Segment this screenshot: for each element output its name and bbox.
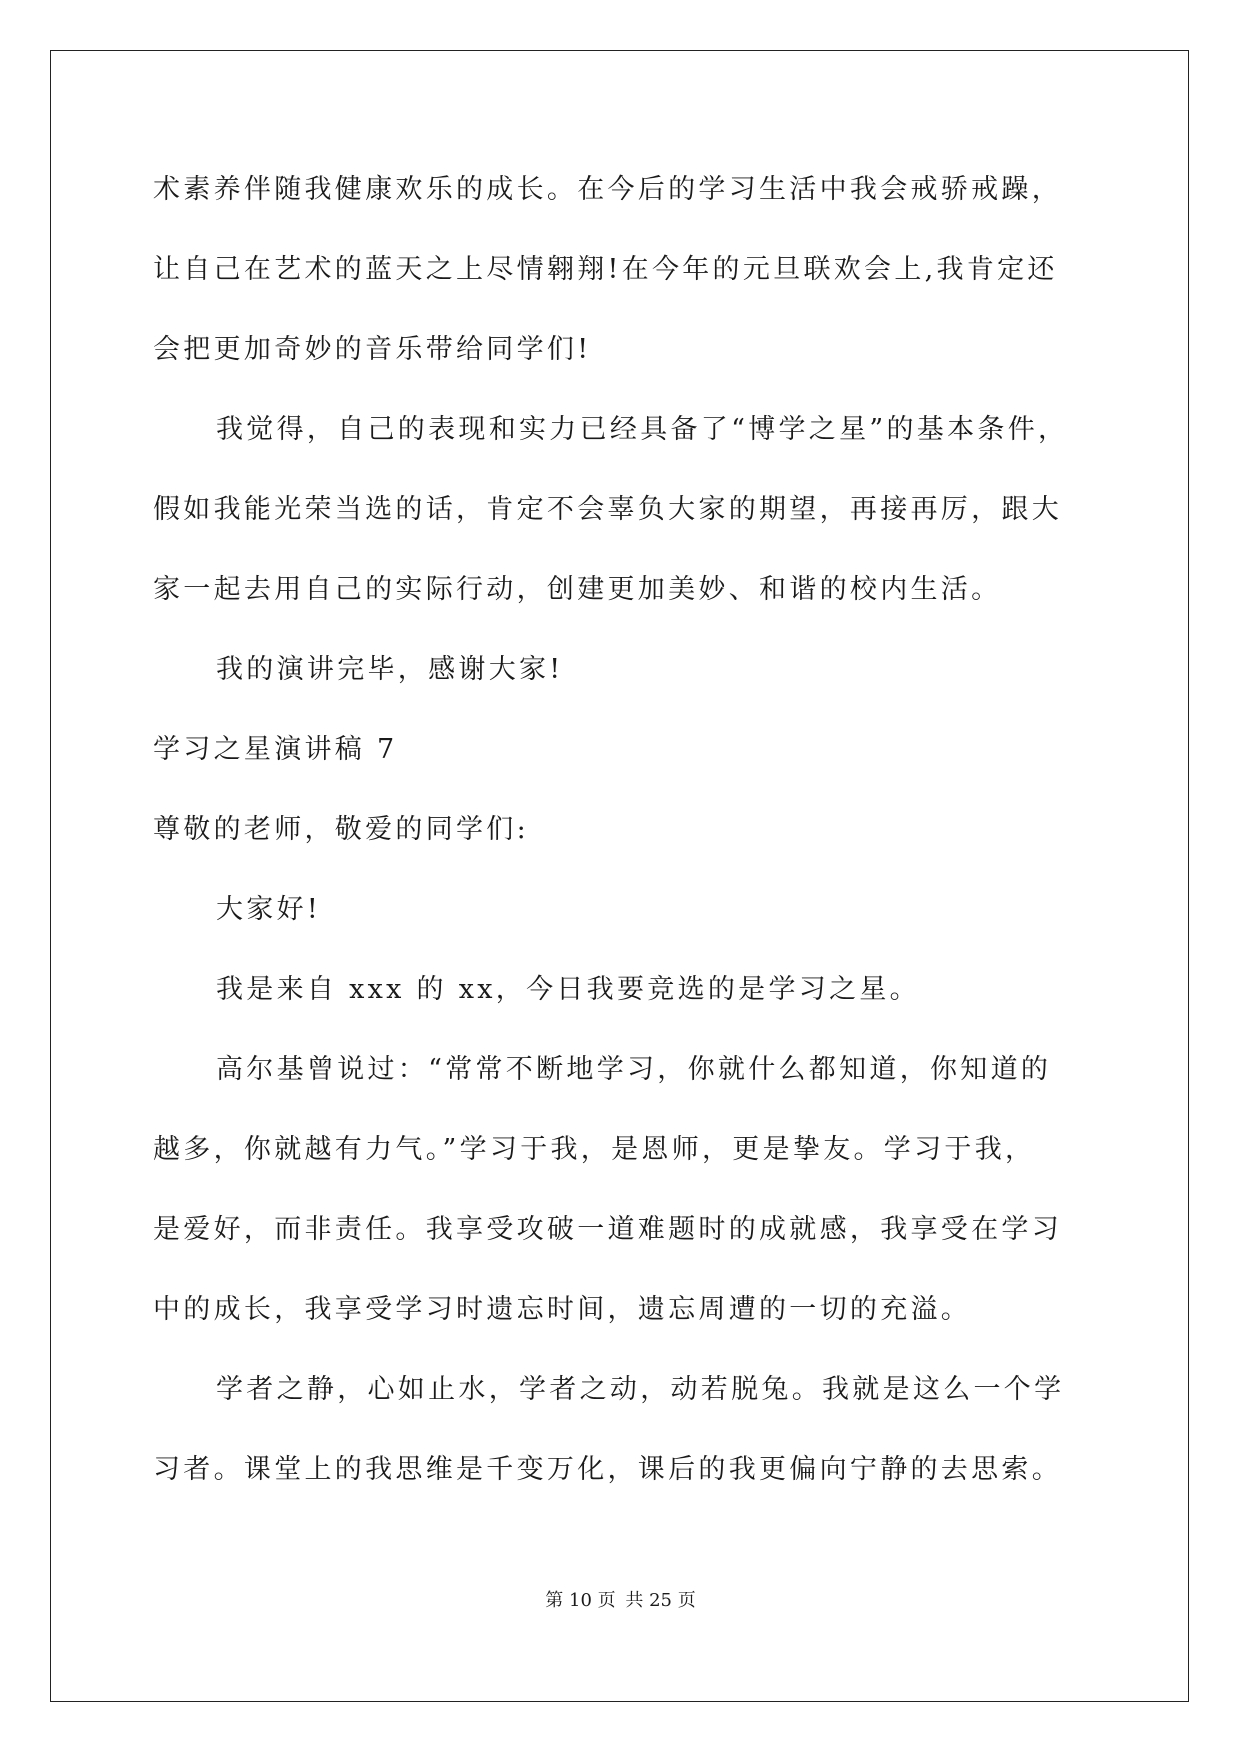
paragraph-start-line: 高尔基曾说过：“常常不断地学习，你就什么都知道，你知道的 (216, 1054, 1052, 1085)
body-line: 家一起去用自己的实际行动，创建更加美妙、和谐的校内生活。 (153, 574, 1002, 605)
greeting: 大家好! (216, 894, 322, 925)
body-line: 术素养伴随我健康欢乐的成长。在今后的学习生活中我会戒骄戒躁， (153, 174, 1062, 205)
salutation: 尊敬的老师，敬爱的同学们: (153, 814, 529, 845)
body-line: 让自己在艺术的蓝天之上尽情翱翔!在今年的元旦联欢会上,我肯定还 (153, 254, 1058, 285)
body-line: 越多，你就越有力气。”学习于我，是恩师，更是挚友。学习于我， (153, 1134, 1036, 1165)
page-footer (0, 1589, 1241, 1613)
body-line: 习者。课堂上的我思维是千变万化，课后的我更偏向宁静的去思索。 (153, 1454, 1062, 1485)
body-line: 会把更加奇妙的音乐带给同学们! (153, 334, 592, 365)
body-line: 是爱好，而非责任。我享受攻破一道难题时的成就感，我享受在学习 (153, 1214, 1062, 1245)
paragraph-start-line: 学者之静，心如止水，学者之动，动若脱兔。我就是这么一个学 (216, 1374, 1065, 1405)
section-title: 学习之星演讲稿 7 (153, 734, 398, 765)
page-number: 第 10 页 (545, 1590, 616, 1611)
page-total: 共 25 页 (625, 1590, 696, 1611)
closing-line: 我的演讲完毕，感谢大家! (216, 654, 564, 685)
body-line: 中的成长，我享受学习时遗忘时间，遗忘周遭的一切的充溢。 (153, 1294, 972, 1325)
body-line: 假如我能光荣当选的话，肯定不会辜负大家的期望，再接再厉，跟大 (153, 494, 1062, 525)
paragraph-start-line: 我觉得，自己的表现和实力已经具备了“博学之星”的基本条件， (216, 414, 1069, 445)
paragraph-start-line: 我是来自 xxx 的 xx，今日我要竞选的是学习之星。 (216, 974, 920, 1005)
